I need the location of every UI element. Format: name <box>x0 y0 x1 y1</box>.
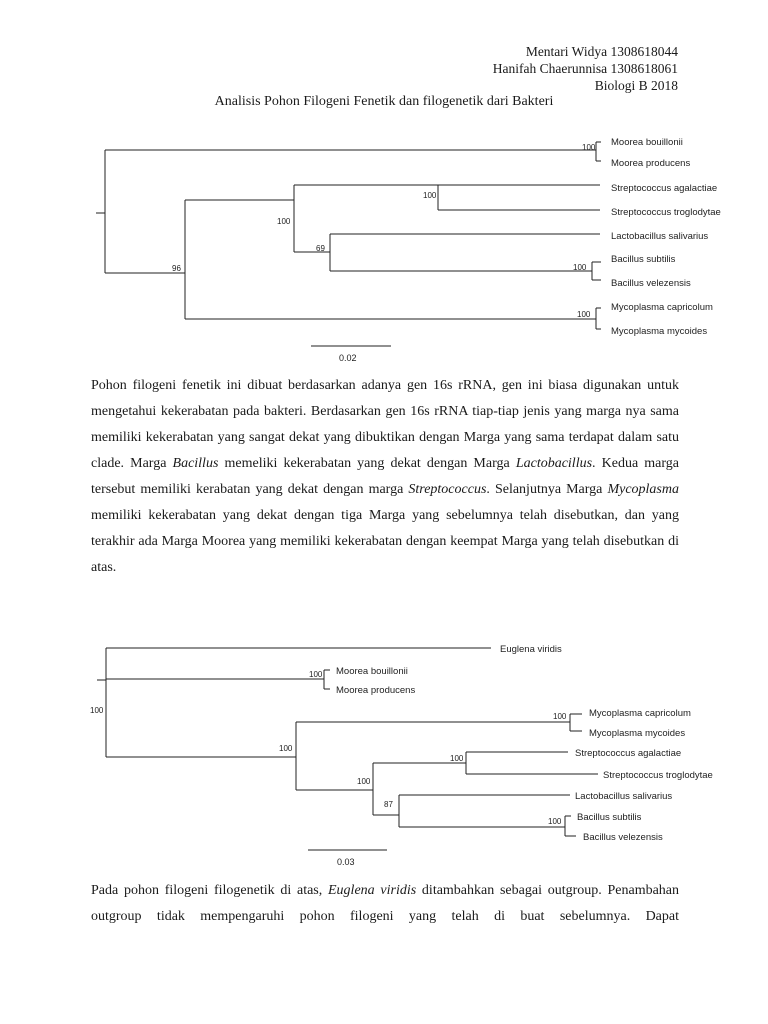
tree1-bootstrap: 100 <box>423 191 437 200</box>
tree1-taxon: Mycoplasma capricolum <box>611 302 713 313</box>
tree1-taxon: Mycoplasma mycoides <box>611 326 708 337</box>
paragraph-text: Pohon filogeni fenetik ini dibuat berdasarkan adanya gen 16s rRNA, gen ini biasa digunakan untuk mengetahui kekerabatan pada bakteri. Berdasarkan gen 16s rRNA tiap-tiap jenis yang marga nya sama memiliki kekerabatan yang sangat dekat yang dibuktikan dengan Marga yang sama terdapat dalam satu clade. Marga <box>91 378 679 471</box>
tree1-taxon: Streptococcus troglodytae <box>611 207 721 218</box>
tree2-bootstrap: 100 <box>309 670 323 679</box>
tree1-bootstrap: 100 <box>582 143 596 152</box>
tree2-bootstrap: 100 <box>553 712 567 721</box>
tree1-scale-label: 0.02 <box>339 353 357 363</box>
paragraph-text: . Kedua marga tersebut memiliki kerabatan yang dekat dengan marga <box>91 456 679 497</box>
class-line: Biologi B 2018 <box>594 78 678 93</box>
tree2-taxon: Lactobacillus salivarius <box>575 791 673 802</box>
paragraph-text: ditambahkan sebagai outgroup. Penambahan outgroup tidak mempengaruhi pohon filogeni yang telah di buat sebelumnya. Dapat <box>91 883 680 924</box>
tree2-taxon: Bacillus subtilis <box>577 812 642 823</box>
tree1-taxon: Moorea producens <box>611 158 691 169</box>
tree2-bootstrap: 100 <box>548 817 562 826</box>
paragraph-text: . Selanjutnya Marga <box>486 482 608 497</box>
tree2-taxon: Moorea bouillonii <box>336 666 408 677</box>
phylogenetic-tree-filogenetik <box>0 630 768 875</box>
genus-name: Bacillus <box>172 456 219 471</box>
tree2-taxon: Euglena viridis <box>500 644 562 655</box>
tree1-bootstrap: 96 <box>172 264 181 273</box>
tree1-taxon: Bacillus subtilis <box>611 254 676 265</box>
tree1-bootstrap: 69 <box>316 244 325 253</box>
author-line-1: Mentari Widya 1308618044 <box>525 44 678 59</box>
tree2-scale-label: 0.03 <box>337 857 355 867</box>
tree1-taxon: Moorea bouillonii <box>611 137 683 148</box>
page-title: Analisis Pohon Filogeni Fenetik dan filogenetik dari Bakteri <box>214 94 554 109</box>
paragraph-filogenetik <box>91 878 679 930</box>
phylogenetic-tree-fenetik <box>0 120 768 370</box>
genus-name: Mycoplasma <box>607 482 679 497</box>
tree1-bootstrap: 100 <box>577 310 591 319</box>
tree1-taxon: Streptococcus agalactiae <box>611 183 718 194</box>
tree1-taxon: Bacillus velezensis <box>611 278 691 289</box>
tree1-bootstrap: 100 <box>573 263 587 272</box>
tree2-bootstrap: 87 <box>384 800 393 809</box>
tree2-taxon: Streptococcus agalactiae <box>575 748 682 759</box>
tree2-taxon: Bacillus velezensis <box>583 832 663 843</box>
author-line-2: Hanifah Chaerunnisa 1308618061 <box>492 61 678 76</box>
tree2-bootstrap: 100 <box>450 754 464 763</box>
tree2-taxon: Mycoplasma mycoides <box>589 728 686 739</box>
tree1-bootstrap: 100 <box>277 217 291 226</box>
paragraph-fenetik <box>91 373 679 581</box>
genus-name: Lactobacillus <box>515 456 593 471</box>
species-name: Euglena viridis <box>328 883 417 898</box>
tree2-taxon: Mycoplasma capricolum <box>589 708 691 719</box>
tree2-bootstrap: 100 <box>90 706 104 715</box>
paragraph-text: memiliki kekerabatan yang dekat dengan tiga Marga yang sebelumnya telah disebutkan, dan yang terakhir ada Marga Moorea yang memiliki kekerabatan dengan keempat Marga yang telah disebutkan di atas. <box>91 508 679 575</box>
tree2-bootstrap: 100 <box>279 744 293 753</box>
tree2-bootstrap: 100 <box>357 777 371 786</box>
genus-name: Streptococcus <box>408 482 487 497</box>
paragraph-text: memeliki kekerabatan yang dekat dengan Marga <box>218 456 516 471</box>
tree2-taxon: Moorea producens <box>336 685 416 696</box>
tree2-taxon: Streptococcus troglodytae <box>603 770 713 781</box>
paragraph-text: Pada pohon filogeni filogenetik di atas, <box>91 883 328 898</box>
tree1-taxon: Lactobacillus salivarius <box>611 231 709 242</box>
